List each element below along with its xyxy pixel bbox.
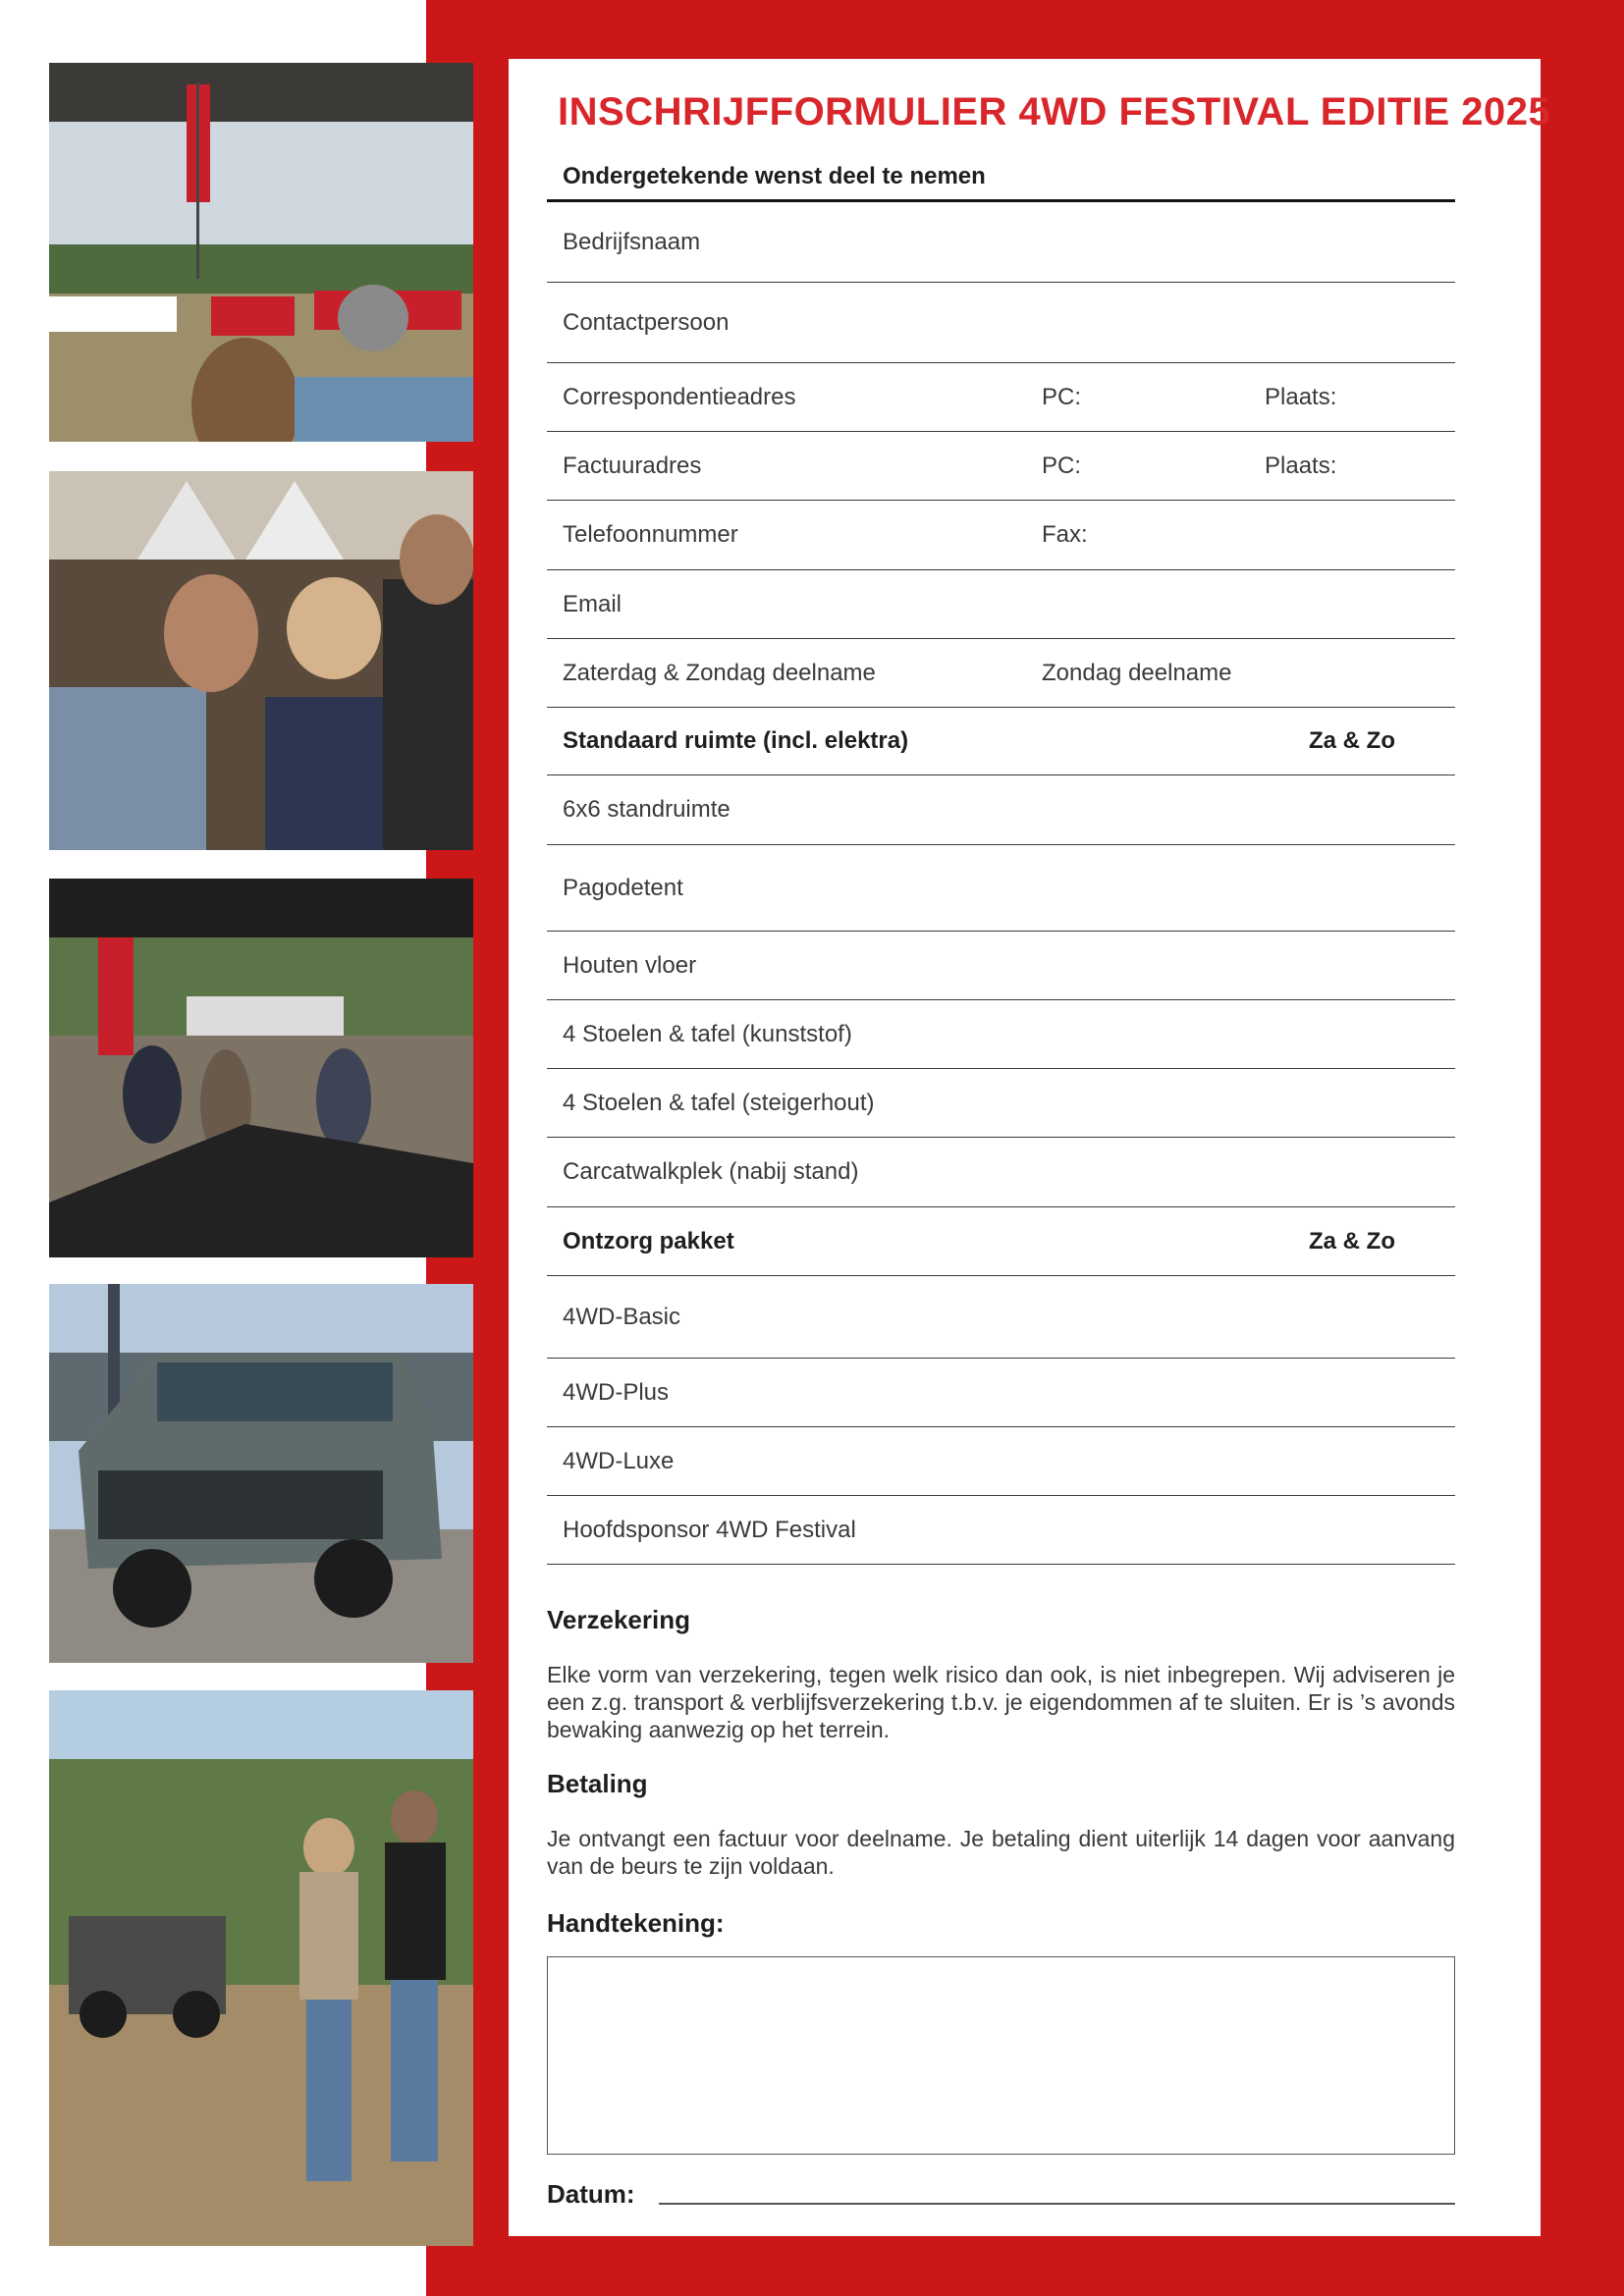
option-row[interactable] (547, 1496, 1455, 1565)
option-label: 4 Stoelen & tafel (kunststof) (563, 1020, 852, 1047)
field-label: Correspondentieadres (563, 383, 796, 410)
field-row-phone[interactable] (547, 501, 1455, 570)
field-label-place: Plaats: (1265, 452, 1337, 479)
field-label-sunday: Zondag deelname (1042, 659, 1232, 686)
signature-box[interactable] (547, 1956, 1455, 2155)
option-row[interactable] (547, 932, 1455, 1000)
option-row[interactable] (547, 1069, 1455, 1138)
option-row[interactable] (547, 775, 1455, 845)
photo-grey-suv (49, 1284, 473, 1663)
field-row-invoice-address[interactable] (547, 432, 1455, 501)
field-label: Email (563, 590, 623, 617)
section-heading: Standaard ruimte (incl. elektra) (563, 727, 909, 754)
photo-family (49, 471, 473, 850)
date-label: Datum: (547, 2179, 635, 2209)
field-label: Bedrijfsnaam (563, 228, 701, 255)
option-row[interactable] (547, 1427, 1455, 1496)
option-label: 4WD-Basic (563, 1303, 681, 1330)
option-row[interactable] (547, 1276, 1455, 1359)
section-standard-space (547, 708, 1455, 775)
field-label: Zaterdag & Zondag deelname (563, 659, 876, 686)
field-row-correspondence-address[interactable] (547, 363, 1455, 432)
option-label: Pagodetent (563, 874, 683, 901)
option-row[interactable] (547, 1359, 1455, 1427)
field-label-pc: PC: (1042, 452, 1082, 479)
photo-crowd-through-vehicle (49, 879, 473, 1257)
section-care-package (547, 1207, 1455, 1276)
field-row-company[interactable] (547, 202, 1455, 283)
signature-label: Handtekening: (547, 1908, 725, 1938)
field-label: Contactpersoon (563, 308, 730, 336)
option-label: 6x6 standruimte (563, 796, 731, 823)
payment-heading: Betaling (547, 1769, 648, 1798)
field-row-contact[interactable] (547, 283, 1455, 363)
form-title: INSCHRIJFFORMULIER 4WD FESTIVAL EDITIE 2025 (558, 90, 1551, 133)
option-row[interactable] (547, 1138, 1455, 1207)
field-label-pc: PC: (1042, 383, 1082, 410)
option-label: Houten vloer (563, 951, 697, 979)
form-subheading: Ondergetekende wenst deel te nemen (563, 163, 986, 189)
section-column-heading: Za & Zo (1309, 727, 1395, 754)
photo-spectators-track (49, 63, 473, 442)
field-label-fax: Fax: (1042, 521, 1088, 548)
option-label: Hoofdsponsor 4WD Festival (563, 1516, 856, 1543)
section-column-heading: Za & Zo (1309, 1227, 1395, 1255)
form-rows (547, 202, 1455, 1565)
payment-text: Je ontvangt een factuur voor deelname. Je betaling dient uiterlijk 14 dagen voor aanvang van de beurs te zijn voldaan. (547, 1826, 1455, 1879)
field-row-email[interactable] (547, 570, 1455, 639)
photo-offroad-onlookers (49, 1690, 473, 2246)
field-row-participation[interactable] (547, 639, 1455, 708)
insurance-text: Elke vorm van verzekering, tegen welk risico dan ook, is niet inbegrepen. Wij adviseren je een z.g. transport & verblijfsverzekering t.b.v. je eigendommen af te sluiten. Er is ’s avonds bewaking aanwezig op het terrein. (547, 1662, 1455, 1742)
option-label: 4 Stoelen & tafel (steigerhout) (563, 1089, 875, 1116)
date-line[interactable] (659, 2203, 1455, 2205)
option-label: 4WD-Plus (563, 1378, 670, 1406)
option-row[interactable] (547, 845, 1455, 932)
option-label: 4WD-Luxe (563, 1447, 675, 1474)
insurance-heading: Verzekering (547, 1605, 690, 1634)
field-label: Telefoonnummer (563, 521, 738, 548)
section-heading: Ontzorg pakket (563, 1227, 734, 1255)
option-row[interactable] (547, 1000, 1455, 1069)
field-label: Factuuradres (563, 452, 702, 479)
field-label-place: Plaats: (1265, 383, 1337, 410)
option-label: Carcatwalkplek (nabij stand) (563, 1158, 859, 1185)
